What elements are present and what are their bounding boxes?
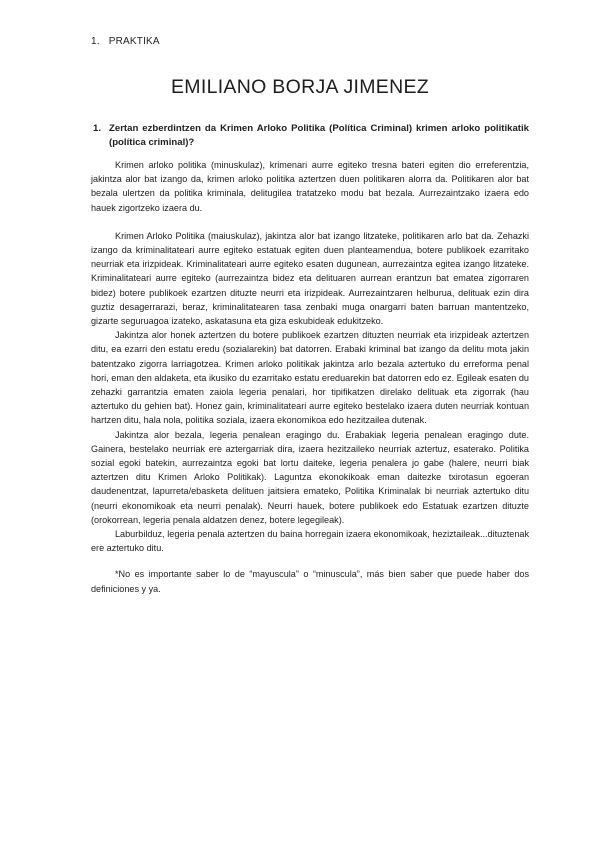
header-number: 1.: [91, 36, 100, 47]
paragraph-2: Krimen Arloko Politika (maiuskulaz), jakintza alor bat izango litzateke, politikaren arlo bat da. Zehazki izango da kriminalitateari aurre egiteko estatuak egiten duen planteamendua, botere publikoek ezarritako neurriak eta irizpideak. Kriminalitateari aurre egiteko esaten dugunean, aurrezaintza egitea izango litzateke. Kriminalitateari aurre egiteko (aurrezaintza bidez eta delituaren aurrean erantzun bat ematea zigorraren bidez) botere publikoek ezartzen dituzte neurri eta irizpideak. Aurrezaintzaren helburua, delituak ezin dira guztiz desagerrarazi, beraz, kriminalitatearen tasa zenbaki muga onargarri baten barruan mantentzeko, gizarte seguruagoa izateko, askatasuna eta giza eskubideak edukitzeko.: [91, 230, 529, 327]
footnote: *No es importante saber lo de “mayuscula” o “minuscula”, más bien saber que puede haber dos definiciones y ya.: [91, 569, 529, 594]
question-text: Zertan ezberdintzen da Krimen Arloko Politika (Política Criminal) krimen arloko politikatik (política criminal)?: [109, 123, 529, 148]
header-label: PRAKTIKA: [108, 36, 160, 47]
paragraph-3: Jakintza alor honek aztertzen du botere publikoek ezartzen dituzten neurriak eta irizpideak aztertzen ditu, ea ezarri den estatu eredu (sozialarekin) bat datorren. Erabaki kriminal bat izango da delitu mota jakin batentzako zigorra larriagotzea. Krimen arloko politikak jakintza arlo bezala aztertuko du erreforma penal hori, eman den aldaketa, eta ikusiko du ezarritako estatu ereduarekin bat datorren edo ez. Egileak esaten du zehazki garrantzia ematen zaiola legeria penalari, hor tipifikatzen direlako delituak eta zigorrak (hau aztertuko du gehien bat). Honez gain, kriminalitateari aurre egiteko bestelako izaera duten neurriak kontuan hartzen ditu, hala nola, politika soziala, izaera ekonomikoa edo hezitzailea dutenak.: [91, 330, 529, 426]
question-number: 1.: [93, 123, 102, 134]
paragraph-5: Laburbilduz, legeria penala aztertzen du baina horregain izaera ekonomikoak, heziztaileak...dituztenak ere aztertuko ditu.: [91, 529, 529, 554]
paragraph-1: Krimen arloko politika (minuskulaz), krimenari aurre egiteko tresna bateri egiten dio erreferentzia, jakintza alor bat izango da, krimen arloko politika aztertzen duen politikaren alorra da. Politikaren alor bat bezala ulertzen da politika kriminala, delitugilea tratatzeko modu bat bezala. Aurrezaintzako izaera edo hauek zigortzeko izaera du.: [91, 160, 529, 213]
question-heading: [93, 122, 529, 150]
answer-body: [91, 158, 529, 596]
paragraph-4: Jakintza alor bezala, legeria penalean eragingo du. Erabakiak legeria penalean eragingo dute. Gainera, bestelako neurriak ere aztergarriak dira, izaera hezitzaileko neurriak aztertuz, esaterako. Politika sozial egoki batekin, aurrezaintza egoki bat lortu daiteke, legeria penalera jo gabe (halere, neurri biak aztertzen ditu Krimen Arloko Politikak). Laguntza ekonokikoak eman daitezke txirotasun egoeran daudenentzat, lapurreta/ebasketa delituen jaitsiera emateko, Politika Kriminalak bi neurriak aztertuko ditu (neurri ekonomikoak eta neurri penalak). Neurri hauek, botere publikoek edo Estatuak ezartzen dituzte (orokorrean, legeria penala aldatzen denez, botere legegileak).: [91, 429, 529, 525]
practice-header: [91, 36, 160, 47]
document-title: EMILIANO BORJA JIMENEZ: [171, 76, 429, 98]
